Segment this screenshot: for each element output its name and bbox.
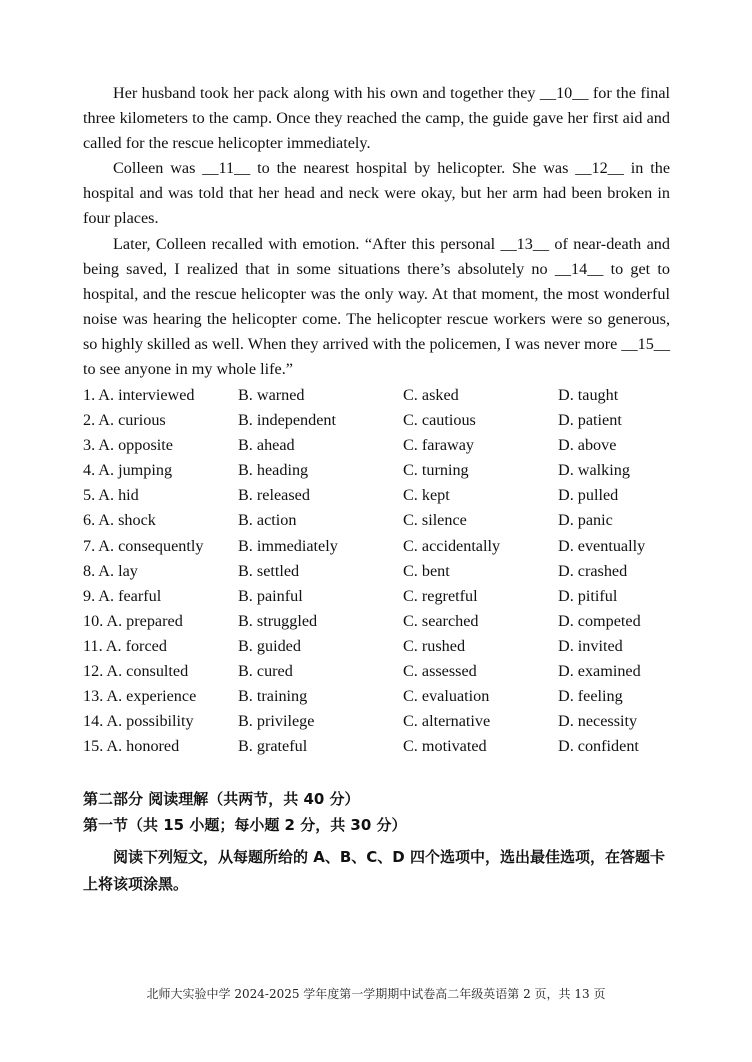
option-d: D. competed — [558, 611, 641, 630]
option-b: B. ahead — [238, 436, 295, 455]
option-d: D. feeling — [558, 687, 623, 706]
option-b: B. independent — [238, 411, 337, 430]
question-row — [83, 458, 683, 483]
answer-options — [83, 383, 683, 759]
option-a: 15. A. honored — [83, 737, 180, 756]
question-row — [83, 634, 683, 659]
option-d: D. confident — [558, 737, 639, 756]
question-row — [83, 559, 683, 584]
instruction-text: 阅读下列短文，从每题所给的 A、B、C、D 四个选项中，选出最佳选项，在答题卡上将该项涂黑。 — [83, 848, 665, 893]
option-a: 14. A. possibility — [83, 712, 194, 731]
question-row — [83, 734, 683, 759]
option-b: B. cured — [238, 662, 293, 681]
option-c: C. bent — [403, 561, 450, 580]
option-c: C. accidentally — [403, 536, 501, 555]
question-row — [83, 659, 683, 684]
option-a: 8. A. lay — [83, 561, 138, 580]
option-a: 2. A. curious — [83, 411, 166, 430]
option-a: 7. A. consequently — [83, 536, 204, 555]
option-d: D. above — [558, 436, 617, 455]
option-d: D. examined — [558, 662, 641, 681]
option-a: 3. A. opposite — [83, 436, 173, 455]
option-d: D. invited — [558, 636, 623, 655]
question-row — [83, 684, 683, 709]
option-b: B. struggled — [238, 611, 318, 630]
question-row — [83, 408, 683, 433]
option-d: D. necessity — [558, 712, 638, 731]
question-row — [83, 709, 683, 734]
question-row — [83, 584, 683, 609]
option-d: D. crashed — [558, 561, 628, 580]
passage-paragraph: Colleen was __11__ to the nearest hospital by helicopter. She was __12__ in the hospital and was told that her head and neck were okay, but her arm had been broken in four places. — [83, 159, 670, 228]
option-d: D. patient — [558, 411, 622, 430]
option-d: D. panic — [558, 511, 613, 530]
option-a: 4. A. jumping — [83, 461, 173, 480]
option-b: B. immediately — [238, 536, 338, 555]
option-c: C. motivated — [403, 737, 487, 756]
option-d: D. walking — [558, 461, 630, 480]
question-row — [83, 483, 683, 508]
option-c: C. assessed — [403, 662, 477, 681]
option-d: D. eventually — [558, 536, 646, 555]
option-c: C. asked — [403, 386, 459, 404]
option-c: C. cautious — [403, 411, 476, 430]
option-c: C. silence — [403, 511, 467, 530]
option-a: 6. A. shock — [83, 511, 156, 530]
option-a: 12. A. consulted — [83, 662, 189, 681]
question-row — [83, 508, 683, 533]
option-b: B. grateful — [238, 737, 308, 756]
option-a: 11. A. forced — [83, 636, 167, 655]
passage-paragraph: Her husband took her pack along with his own and together they __10__ for the final three kilometers to the camp. Once they reached the camp, the guide gave her first aid and called for the rescue helicopter immediately. — [83, 84, 670, 153]
option-b: B. painful — [238, 586, 303, 605]
page-footer: 北师大实验中学 2024-2025 学年度第一学期期中试卷高二年级英语第 2 页，共 13 页 — [146, 987, 606, 1001]
option-b: B. settled — [238, 561, 300, 580]
option-b: B. privilege — [238, 712, 315, 731]
option-c: C. evaluation — [403, 687, 490, 706]
option-c: C. turning — [403, 461, 469, 480]
option-c: C. faraway — [403, 436, 475, 455]
option-c: C. kept — [403, 486, 450, 505]
option-b: B. training — [238, 687, 308, 706]
option-b: B. guided — [238, 636, 301, 655]
option-a: 9. A. fearful — [83, 586, 162, 605]
section-heading — [83, 786, 683, 838]
option-c: C. rushed — [403, 636, 466, 655]
option-b: B. warned — [238, 386, 305, 404]
option-c: C. alternative — [403, 712, 491, 731]
option-a: 10. A. prepared — [83, 611, 183, 630]
option-d: D. pulled — [558, 486, 619, 505]
option-c: C. searched — [403, 611, 479, 630]
option-b: B. heading — [238, 461, 309, 480]
option-d: D. taught — [558, 386, 619, 404]
option-b: B. released — [238, 486, 310, 505]
question-row — [83, 609, 683, 634]
option-a: 1. A. interviewed — [83, 386, 195, 404]
option-c: C. regretful — [403, 586, 478, 605]
question-row — [83, 433, 683, 458]
option-a: 13. A. experience — [83, 687, 197, 706]
option-a: 5. A. hid — [83, 486, 139, 505]
subsection-title: 第一节（共 15 小题；每小题 2 分，共 30 分） — [83, 816, 407, 834]
question-row — [83, 383, 683, 408]
option-d: D. pitiful — [558, 586, 618, 605]
cloze-passage — [83, 81, 670, 382]
question-row — [83, 534, 683, 559]
option-b: B. action — [238, 511, 297, 530]
passage-paragraph: Later, Colleen recalled with emotion. “After this personal __13__ of near-death and being saved, I realized that in some situations there’s absolutely no __14__ to get to hospital, and the rescue helicopter was the only way. At that moment, the most wonderful noise was hearing the helicopter come. The helicopter rescue workers were so generous, so highly skilled as well. When they arrived with the policemen, I was never more __15__ to see anyone in my whole life.” — [83, 234, 670, 379]
part-title: 第二部分 阅读理解（共两节，共 40 分） — [83, 790, 360, 808]
